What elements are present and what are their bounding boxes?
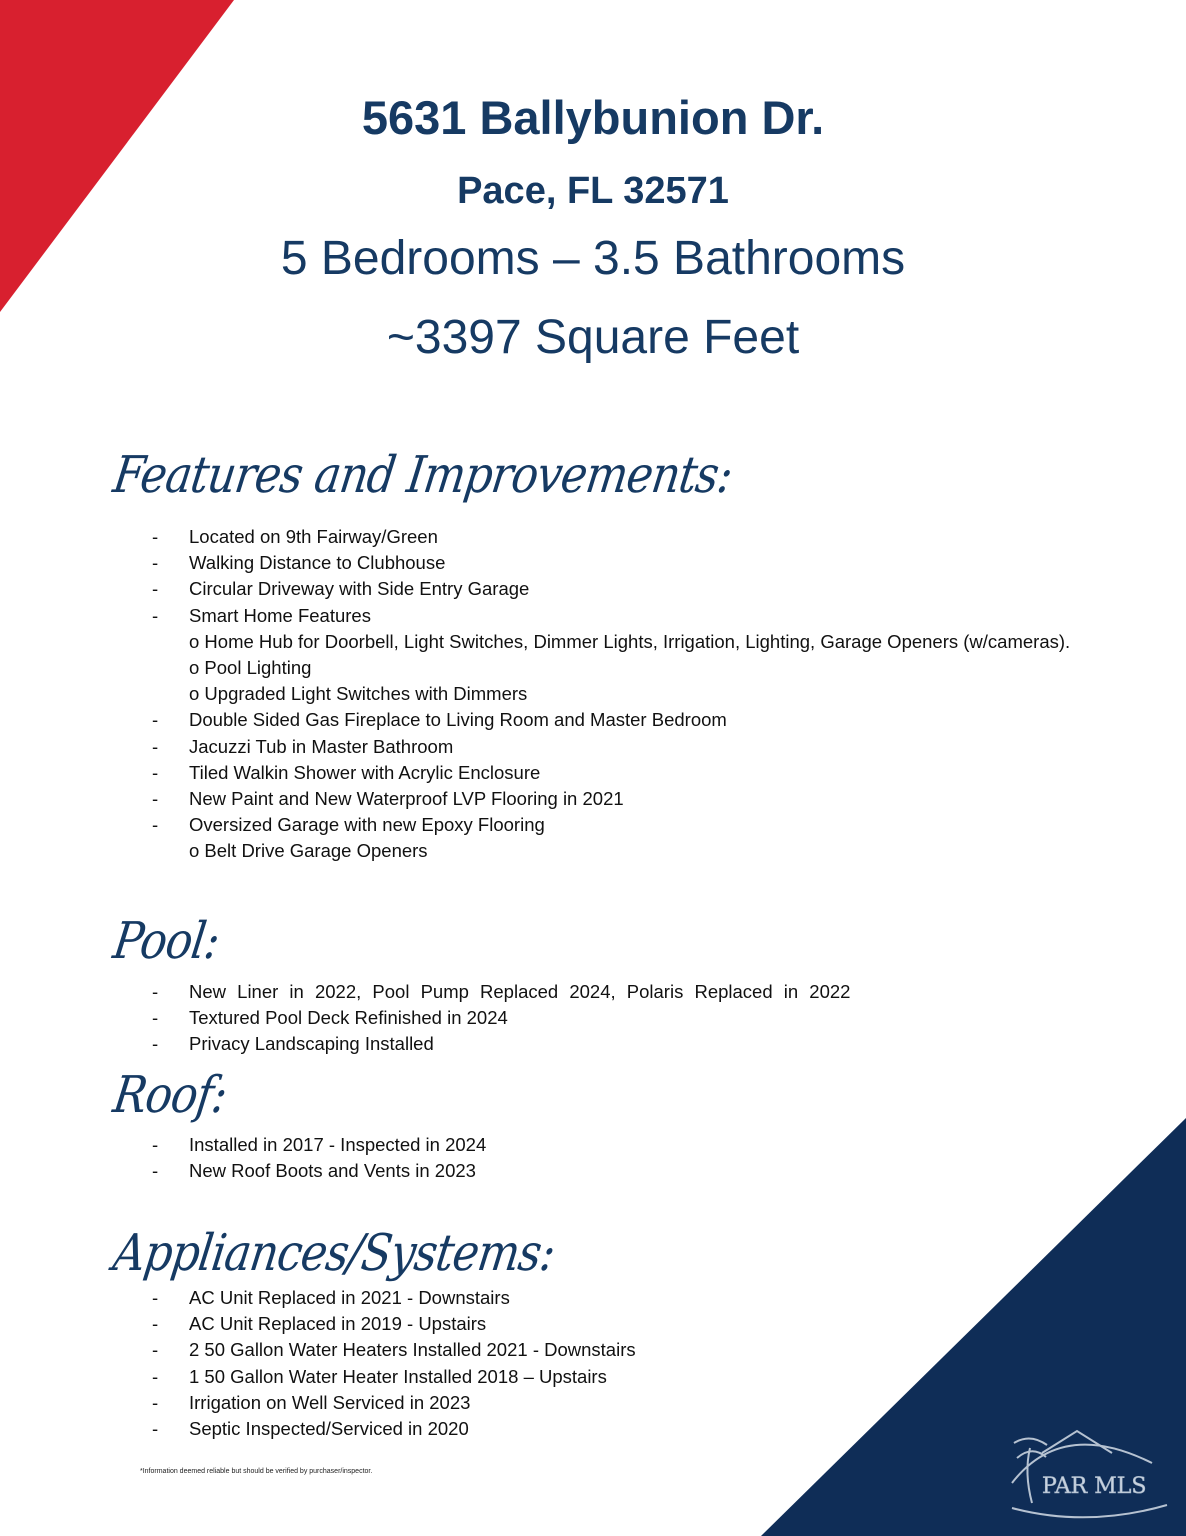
list-item-text: Double Sided Gas Fireplace to Living Room and Master Bedroom (189, 709, 727, 731)
appliances-heading: Appliances/Systems: (109, 1224, 559, 1283)
bullet-dash: - (152, 1365, 159, 1387)
bullet-dash: - (152, 735, 159, 757)
list-item-text: Textured Pool Deck Refinished in 2024 (189, 1007, 508, 1029)
bullet-dash: - (152, 552, 159, 574)
list-item-text: o Belt Drive Garage Openers (189, 840, 428, 862)
list-item-text: New Roof Boots and Vents in 2023 (189, 1160, 476, 1182)
property-address: 5631 Ballybunion Dr. (361, 91, 825, 144)
list-item-text: o Home Hub for Doorbell, Light Switches, Dimmer Lights, Irrigation, Lighting, Garage Openers (w/cameras). (189, 630, 1071, 652)
bullet-dash: - (152, 578, 159, 600)
list-item-text: AC Unit Replaced in 2019 - Upstairs (189, 1313, 487, 1335)
bullet-dash: - (152, 787, 159, 809)
list-item-text: Walking Distance to Clubhouse (189, 552, 446, 574)
list-item-text: New Paint and New Waterproof LVP Flooring in 2021 (189, 787, 624, 809)
list-item-text: New Liner in 2022, Pool Pump Replaced 2024, Polaris Replaced in 2022 (189, 981, 851, 1002)
bullet-dash: - (152, 1287, 159, 1308)
list-item-text: 2 50 Gallon Water Heaters Installed 2021 - Downstairs (189, 1339, 636, 1361)
list-item-text: Irrigation on Well Serviced in 2023 (189, 1391, 471, 1413)
logo-text: PAR MLS (1042, 1474, 1147, 1499)
bullet-dash: - (152, 1007, 159, 1029)
bullet-dash: - (152, 1134, 159, 1155)
bullet-dash: - (152, 604, 159, 626)
list-item-text: Smart Home Features (189, 604, 371, 626)
bullet-dash: - (152, 761, 159, 783)
list-item-text: AC Unit Replaced in 2021 - Downstairs (189, 1287, 510, 1308)
bullet-dash: - (152, 1313, 159, 1335)
disclaimer: *Information deemed reliable but should be verified by purchaser/inspector. (140, 1468, 373, 1475)
list-item-text: o Pool Lighting (189, 656, 312, 678)
property-city: Pace, FL 32571 (457, 170, 729, 212)
roof-heading: Roof: (109, 1066, 231, 1125)
features-heading: Features and Improvements: (109, 446, 736, 505)
list-item-text: o Upgraded Light Switches with Dimmers (189, 683, 528, 705)
list-item-text: Oversized Garage with new Epoxy Flooring (189, 814, 545, 836)
bullet-dash: - (152, 1417, 159, 1439)
bullet-dash: - (152, 814, 159, 836)
square-feet: ~3397 Square Feet (386, 311, 800, 364)
list-item-text: Septic Inspected/Serviced in 2020 (189, 1417, 469, 1439)
bullet-dash: - (152, 526, 159, 547)
list-item-text: 1 50 Gallon Water Heater Installed 2018 – Upstairs (189, 1365, 607, 1387)
list-item-text: Jacuzzi Tub in Master Bathroom (189, 735, 454, 757)
bullet-dash: - (152, 1160, 159, 1182)
list-item-text: Tiled Walkin Shower with Acrylic Enclosure (189, 761, 541, 783)
bullet-dash: - (152, 1391, 159, 1413)
bullet-dash: - (152, 1339, 159, 1361)
beds-baths: 5 Bedrooms – 3.5 Bathrooms (280, 232, 906, 285)
bullet-dash: - (152, 709, 159, 731)
palm-house-logo-icon (1002, 1423, 1172, 1523)
list-item-text: Installed in 2017 - Inspected in 2024 (189, 1134, 487, 1155)
bullet-dash: - (152, 1033, 159, 1055)
pool-heading: Pool: (109, 912, 223, 971)
list-item-text: Located on 9th Fairway/Green (189, 526, 438, 547)
list-item-text: Circular Driveway with Side Entry Garage (189, 578, 530, 600)
list-item-text: Privacy Landscaping Installed (189, 1033, 434, 1055)
bullet-dash: - (152, 981, 159, 1002)
